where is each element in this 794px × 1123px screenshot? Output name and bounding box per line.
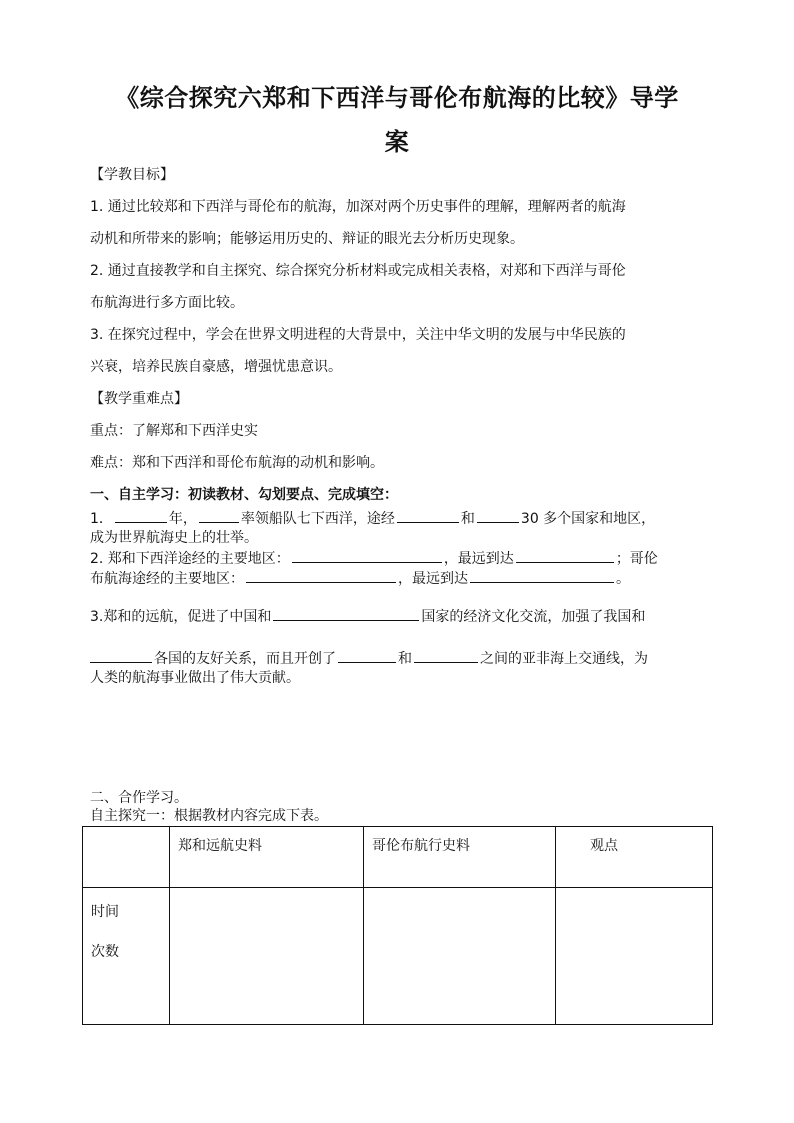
table-header-columbus: 哥伦布航行史料 [364,827,556,888]
q3-text-3: 各国的友好关系，而且开创了 [154,651,336,667]
q2-text-3: ；哥伦 [615,551,658,567]
q1-text-3: 率领船队七下西洋，途经 [240,511,395,527]
q2-text-2: ，最远到达 [443,551,514,567]
objective-1-line-1: 1. 通过比较郑和下西洋与哥伦布的航海，加深对两个历史事件的理解，理解两者的航海 [90,199,626,215]
q2-text-5: ，最远到达 [398,571,468,587]
table-cell-zheng[interactable] [170,888,364,1025]
question-2-line-1 [90,548,710,569]
table-row [83,888,713,1025]
table-header-viewpoint: 观点 [556,827,713,888]
title-line-2: 案 [384,127,410,156]
q1-text-2: 年， [168,511,197,527]
document-title [80,76,714,164]
objective-1-line-2: 动机和所带来的影响；能够运用历史的、辩证的眼光去分析历史现象。 [90,231,524,247]
comparison-table [82,826,713,1025]
section-1-heading: 一、自主学习：初读教材、勾划要点、完成填空： [90,487,398,503]
question-3-line-1 [90,606,710,627]
q3-text-4: 和 [398,651,412,667]
q1-text-4: 和 [460,511,475,527]
q3-blank-route-start[interactable] [338,648,396,663]
table-header-zheng: 郑和远航史料 [170,827,364,888]
question-1-line-2: 成为世界航海史上的壮举。 [90,530,258,546]
section-2-heading: 二、合作学习。 [90,790,188,806]
q3-blank-countries[interactable] [273,606,419,621]
title-line-1: 《综合探究六郑和下西洋与哥伦布航海的比较》导学 [115,83,679,112]
q3-text-5: 之间的亚非海上交通线，为 [480,651,648,667]
objective-3-line-2: 兴衰，培养民族自豪感，增强忧患意识。 [90,359,342,375]
question-3-line-3: 人类的航海事业做出了伟大贡献。 [90,670,300,686]
objectives-heading: 【学教目标】 [90,167,174,183]
key-point: 重点：了解郑和下西洋史实 [90,423,258,439]
q1-text-1: 1． [90,511,113,527]
table-cell-viewpoint[interactable] [556,888,713,1025]
q2-text-6: 。 [616,571,630,587]
q2-blank-zheng-farthest[interactable] [516,548,614,563]
q1-blank-region-1[interactable] [397,508,459,523]
q3-text-2: 国家的经济文化交流，加强了我国和 [421,609,646,625]
q3-text-1: 3.郑和的远航，促进了中国和 [90,609,272,625]
q1-blank-year[interactable] [115,508,167,523]
objective-2-line-2: 布航海进行多方面比较。 [90,295,244,311]
table-header-blank [83,827,170,888]
row-label-count: 次数 [91,944,119,960]
objective-2-line-1: 2. 通过直接教学和自主探究、综合探究分析材料或完成相关表格，对郑和下西洋与哥伦 [90,263,626,279]
q2-blank-columbus-farthest[interactable] [470,568,614,583]
question-3-line-2 [90,648,710,669]
row-label-time: 时间 [91,904,119,920]
section-2-subheading: 自主探究一：根据教材内容完成下表。 [90,808,328,824]
key-points-heading: 【教学重难点】 [90,391,188,407]
q1-blank-person[interactable] [199,508,239,523]
q1-blank-region-2[interactable] [477,508,519,523]
question-2-line-2 [90,568,710,589]
q2-text-4: 布航海途经的主要地区： [90,571,244,587]
q3-blank-nations[interactable] [90,648,152,663]
q2-blank-columbus-regions[interactable] [246,568,396,583]
objective-3-line-1: 3. 在探究过程中，学会在世界文明进程的大背景中，关注中华文明的发展与中华民族的 [90,327,626,343]
question-1-line-1 [90,508,710,529]
difficulty-point: 难点：郑和下西洋和哥伦布航海的动机和影响。 [90,455,384,471]
q2-blank-zheng-regions[interactable] [292,548,442,563]
q1-text-5: 30 多个国家和地区， [520,511,656,527]
table-header-row [83,827,713,888]
table-cell-columbus[interactable] [364,888,556,1025]
q2-text-1: 2. 郑和下西洋途经的主要地区： [90,551,290,567]
q3-blank-route-end[interactable] [414,648,478,663]
table-row-label [83,888,170,1025]
